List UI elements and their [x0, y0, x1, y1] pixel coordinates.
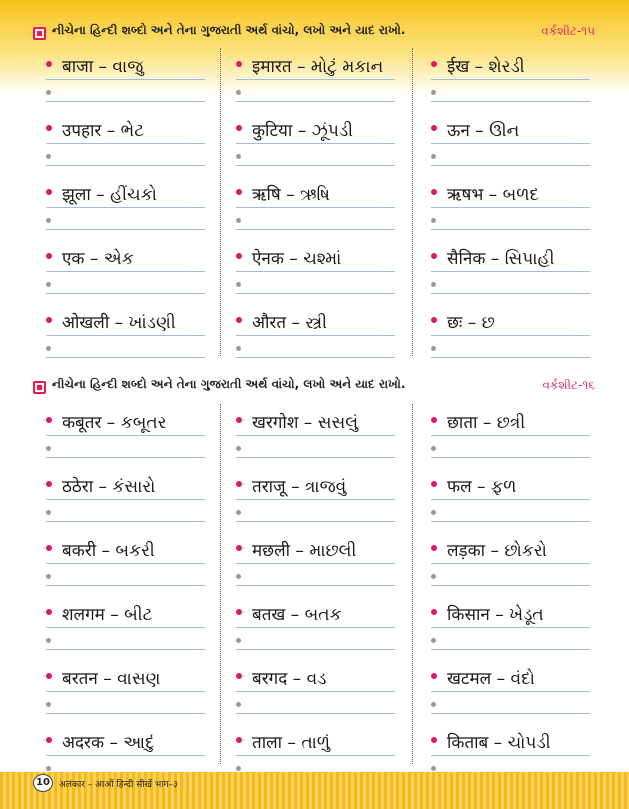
word-pair: तराजू – ત્રાજવું	[252, 477, 347, 497]
grey-dot-icon	[431, 218, 436, 223]
pink-dot-icon	[46, 417, 52, 423]
word-pair: औरत – સ્ત્રી	[252, 313, 327, 333]
word-pair: ईख – શેરડી	[447, 57, 525, 77]
grey-dot-icon	[46, 766, 51, 771]
pink-dot-icon	[236, 125, 242, 131]
writing-line[interactable]	[46, 631, 205, 650]
word-pair: ओखली – ખાંડણી	[62, 313, 176, 333]
writing-line[interactable]	[236, 695, 395, 714]
word-row	[425, 112, 590, 176]
grey-dot-icon	[431, 702, 436, 707]
word-row	[40, 532, 205, 596]
word-pair: खटमल – વંદો	[447, 669, 535, 689]
word-row	[230, 176, 395, 240]
word-row	[40, 304, 205, 368]
word-row	[230, 596, 395, 660]
writing-line[interactable]	[431, 147, 590, 166]
word-row	[425, 176, 590, 240]
word-row	[40, 112, 205, 176]
writing-line[interactable]	[431, 567, 590, 586]
writing-line[interactable]	[236, 339, 395, 358]
column-divider	[412, 48, 413, 356]
grey-dot-icon	[46, 510, 51, 515]
worksheet-label: વર્કશીટ-૧૬	[542, 378, 595, 392]
column-divider	[412, 404, 413, 764]
word-row	[230, 240, 395, 304]
writing-line[interactable]	[431, 275, 590, 294]
pink-dot-icon	[431, 481, 437, 487]
word-pair: फल – ફળ	[447, 477, 517, 497]
word-pair: अदरक – આદું	[62, 733, 155, 753]
grey-dot-icon	[46, 446, 51, 451]
grey-dot-icon	[236, 282, 241, 287]
writing-line[interactable]	[46, 339, 205, 358]
pink-dot-icon	[236, 545, 242, 551]
writing-line[interactable]	[236, 275, 395, 294]
grey-dot-icon	[431, 766, 436, 771]
word-pair: इमारत – મોટું મકાન	[252, 57, 384, 77]
word-row	[230, 112, 395, 176]
column-divider	[220, 404, 221, 764]
grey-dot-icon	[236, 702, 241, 707]
writing-line[interactable]	[46, 439, 205, 458]
writing-line[interactable]	[46, 567, 205, 586]
writing-line[interactable]	[236, 567, 395, 586]
pink-dot-icon	[431, 609, 437, 615]
pink-dot-icon	[236, 417, 242, 423]
writing-line[interactable]	[431, 631, 590, 650]
worksheet-section-16	[0, 376, 629, 753]
word-row	[230, 48, 395, 112]
writing-line[interactable]	[46, 695, 205, 714]
pink-dot-icon	[236, 609, 242, 615]
pink-dot-icon	[431, 673, 437, 679]
word-column	[230, 48, 395, 368]
word-row	[425, 596, 590, 660]
word-pair: कुटिया – ઝૂંપડી	[252, 121, 354, 141]
pink-dot-icon	[46, 737, 52, 743]
writing-line[interactable]	[236, 503, 395, 522]
pink-dot-icon	[46, 189, 52, 195]
grey-dot-icon	[431, 346, 436, 351]
word-pair: बाजा – વાજુ	[62, 57, 144, 77]
word-pair: ऐनक – ચશ્માં	[252, 249, 342, 269]
word-pair: बरतन – વાસણ	[62, 669, 161, 689]
writing-line[interactable]	[236, 83, 395, 102]
pink-dot-icon	[46, 61, 52, 67]
grey-dot-icon	[431, 510, 436, 515]
word-row	[40, 468, 205, 532]
grey-dot-icon	[236, 446, 241, 451]
pink-dot-icon	[431, 545, 437, 551]
pink-dot-icon	[431, 125, 437, 131]
word-pair: झूला – હીંચકો	[62, 185, 157, 205]
bullet-box-icon	[33, 27, 46, 40]
pink-dot-icon	[236, 189, 242, 195]
word-row	[40, 660, 205, 724]
word-row	[40, 596, 205, 660]
writing-line[interactable]	[431, 83, 590, 102]
word-pair: कबूतर – કબૂતર	[62, 413, 167, 433]
word-row	[425, 660, 590, 724]
pink-dot-icon	[431, 61, 437, 67]
word-pair: ऋषभ – બળદ	[447, 185, 539, 205]
grey-dot-icon	[46, 282, 51, 287]
word-pair: किताब – ચોપડી	[447, 733, 551, 753]
grey-dot-icon	[46, 218, 51, 223]
word-row	[425, 240, 590, 304]
word-pair: बकरी – બકરી	[62, 541, 155, 561]
grey-dot-icon	[236, 638, 241, 643]
worksheet-section-15	[0, 22, 629, 333]
section-header	[0, 22, 629, 46]
writing-line[interactable]	[431, 211, 590, 230]
grey-dot-icon	[46, 90, 51, 95]
grey-dot-icon	[431, 90, 436, 95]
grey-dot-icon	[236, 218, 241, 223]
pink-dot-icon	[431, 417, 437, 423]
word-row	[425, 468, 590, 532]
word-row	[230, 304, 395, 368]
word-column	[230, 404, 395, 788]
word-column	[425, 48, 590, 368]
grey-dot-icon	[431, 574, 436, 579]
word-row	[425, 404, 590, 468]
grey-dot-icon	[46, 638, 51, 643]
writing-line[interactable]	[46, 275, 205, 294]
writing-line[interactable]	[431, 503, 590, 522]
instruction-title: નીચેના હિન્દી શબ્દો અને તેના ગુજરાતી અર્થ વાંચો, લખો અને યાદ રાખો.	[52, 23, 406, 37]
word-pair: लड़का – છોકરો	[447, 541, 547, 561]
pink-dot-icon	[236, 253, 242, 259]
word-column	[40, 404, 205, 788]
instruction-title: નીચેના હિન્દી શબ્દો અને તેના ગુજરાતી અર્થ વાંચો, લખો અને યાદ રાખો.	[52, 377, 406, 391]
grey-dot-icon	[431, 446, 436, 451]
word-column	[40, 48, 205, 368]
grey-dot-icon	[431, 282, 436, 287]
grey-dot-icon	[46, 702, 51, 707]
writing-line[interactable]	[236, 439, 395, 458]
pink-dot-icon	[46, 545, 52, 551]
grey-dot-icon	[236, 574, 241, 579]
book-title: अलंकार – आओं हिन्दी सीखें भाग–३	[59, 780, 178, 790]
writing-line[interactable]	[431, 695, 590, 714]
pink-dot-icon	[46, 125, 52, 131]
grey-dot-icon	[431, 154, 436, 159]
grey-dot-icon	[431, 638, 436, 643]
word-pair: उपहार – ભેટ	[62, 121, 145, 141]
pink-dot-icon	[431, 317, 437, 323]
word-pair: ताला – તાળું	[252, 733, 331, 753]
grey-dot-icon	[46, 346, 51, 351]
word-row	[230, 660, 395, 724]
grey-dot-icon	[236, 154, 241, 159]
word-row	[40, 176, 205, 240]
word-pair: छः – છ	[447, 313, 495, 333]
word-pair: एक – એક	[62, 249, 134, 269]
grey-dot-icon	[46, 154, 51, 159]
pink-dot-icon	[236, 673, 242, 679]
word-pair: खरगोश – સસલું	[252, 413, 359, 433]
pink-dot-icon	[46, 481, 52, 487]
pink-dot-icon	[46, 317, 52, 323]
writing-line[interactable]	[431, 439, 590, 458]
writing-line[interactable]	[46, 211, 205, 230]
column-divider	[220, 48, 221, 356]
word-pair: शलगम – બીટ	[62, 605, 153, 625]
pink-dot-icon	[236, 317, 242, 323]
word-pair: ऋषि – ઋષિ	[252, 185, 330, 205]
pink-dot-icon	[46, 253, 52, 259]
page-number: 10	[33, 774, 53, 792]
word-pair: ठठेरा – કંસારો	[62, 477, 156, 497]
word-pair: सैनिक – સિપાહી	[447, 249, 555, 269]
writing-line[interactable]	[46, 83, 205, 102]
grey-dot-icon	[236, 510, 241, 515]
word-pair: मछली – માછલી	[252, 541, 357, 561]
word-column	[425, 404, 590, 788]
pink-dot-icon	[46, 609, 52, 615]
writing-line[interactable]	[236, 211, 395, 230]
pink-dot-icon	[431, 253, 437, 259]
section-header	[0, 376, 629, 400]
pink-dot-icon	[46, 673, 52, 679]
word-row	[230, 468, 395, 532]
pink-dot-icon	[431, 737, 437, 743]
grey-dot-icon	[236, 90, 241, 95]
writing-line[interactable]	[431, 339, 590, 358]
writing-line[interactable]	[46, 147, 205, 166]
word-pair: बतख – બતક	[252, 605, 342, 625]
footer-band	[0, 772, 629, 809]
word-pair: छाता – છત્રી	[447, 413, 526, 433]
worksheet-label: વર્કશીટ-૧૫	[541, 24, 595, 38]
writing-line[interactable]	[236, 631, 395, 650]
pink-dot-icon	[236, 737, 242, 743]
word-row	[40, 404, 205, 468]
pink-dot-icon	[236, 61, 242, 67]
writing-line[interactable]	[46, 503, 205, 522]
grey-dot-icon	[236, 346, 241, 351]
pink-dot-icon	[236, 481, 242, 487]
pink-dot-icon	[431, 189, 437, 195]
word-row	[425, 48, 590, 112]
word-pair: बरगद – વડ	[252, 669, 327, 689]
word-row	[40, 48, 205, 112]
word-row	[40, 240, 205, 304]
grey-dot-icon	[236, 766, 241, 771]
word-pair: किसान – ખેડૂત	[447, 605, 544, 625]
word-row	[230, 532, 395, 596]
word-row	[425, 304, 590, 368]
word-row	[230, 404, 395, 468]
bullet-box-icon	[33, 381, 46, 394]
word-pair: ऊन – ઊન	[447, 121, 520, 141]
word-row	[425, 532, 590, 596]
grey-dot-icon	[46, 574, 51, 579]
writing-line[interactable]	[236, 147, 395, 166]
